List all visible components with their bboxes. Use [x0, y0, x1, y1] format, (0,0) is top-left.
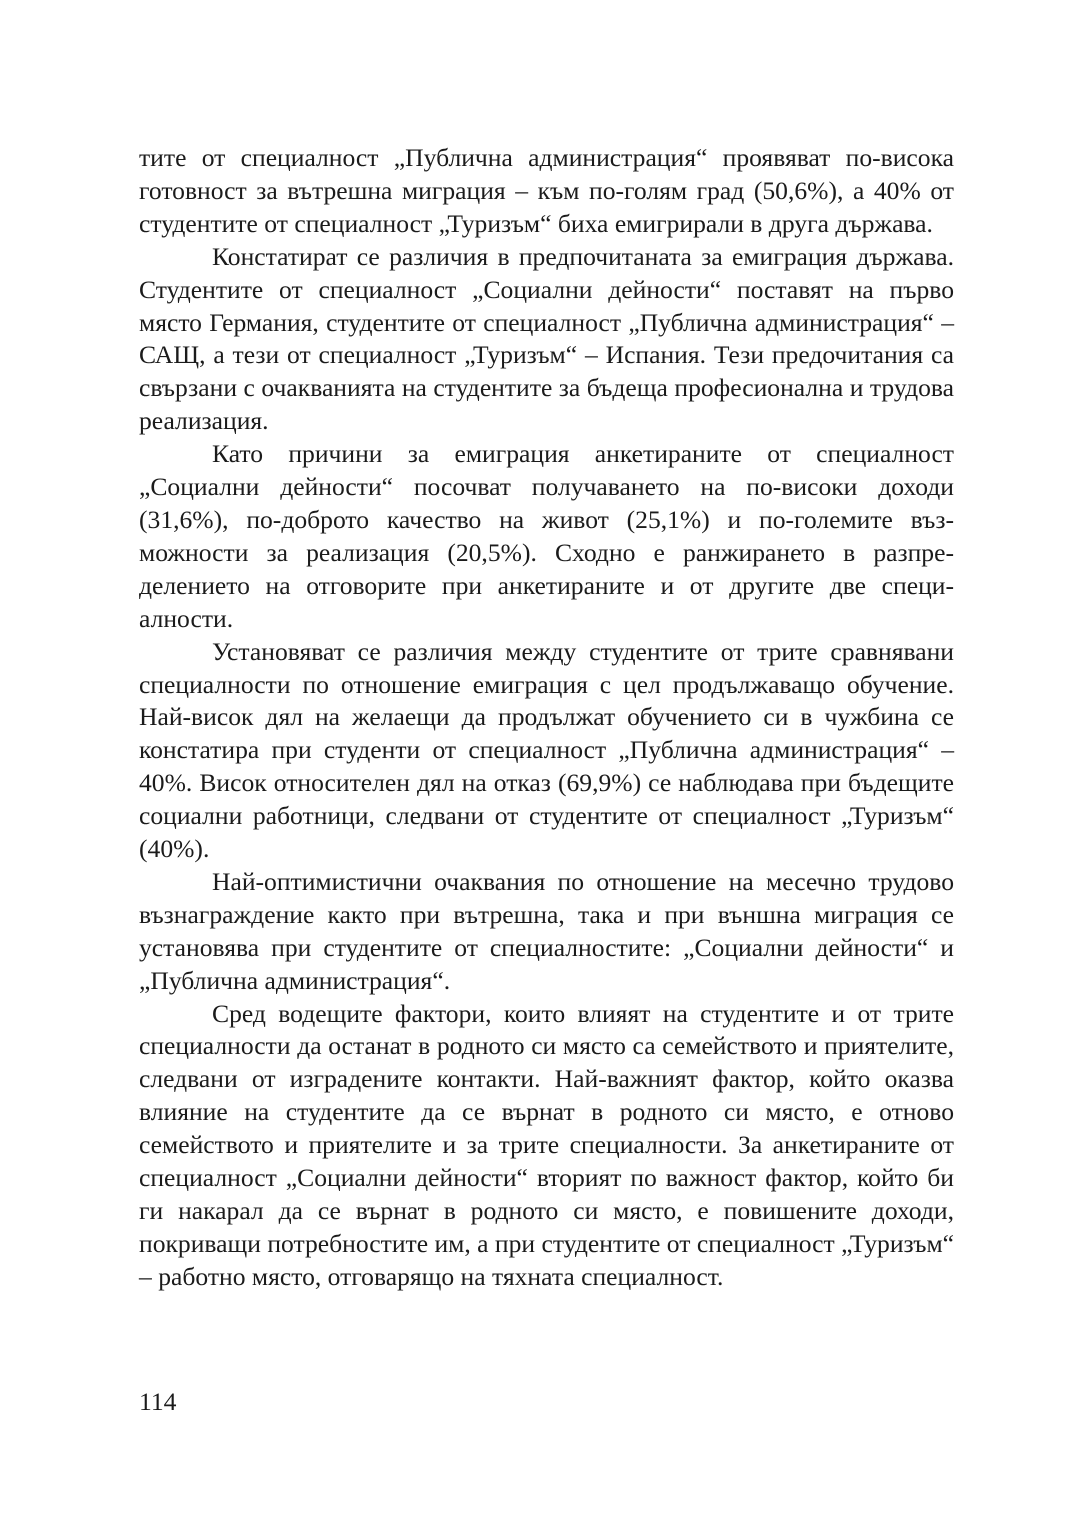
- paragraph-destination-preferences: Констатират се различия в предпочитаната за емиграция държава. Студентите от специалност „Социални дейности“ поставят на първо място Германия, студентите от специалност „Публична администрация“ – САЩ, а тези от специалност „Туризъм“ – Испания. Тези предочитания са свързани с очакванията на студентите за бъдеща професионална и трудова реализация.: [139, 241, 954, 436]
- paragraph-salary-expectations: Най-оптимистични очаквания по отношение на месечно трудово възнаграждение както при вътрешна, така и при външна миграция се установява при студентите от специалностите: „Социални дейности“ и „Публична администрация“.: [139, 866, 954, 995]
- body-text: [139, 142, 954, 1294]
- paragraph-leading-factors: Сред водещите фактори, които влияят на студентите и от трите специалности да останат в родното си място са семейството и приятелите, следвани от изградените контакти. Най-важният фактор, който оказва влияние на студентите да се върнат в родното си място, е отново семейството и приятелите и за трите специалности. За анкетираните от специалност „Социални дейности“ вторият по важност фактор, който би ги накарал да се върнат в родното си място, е повишените доходи, покриващи потребностите им, а при студентите от специалност „Туризъм“ – работно място, отговарящо на тяхната специалност.: [139, 998, 954, 1291]
- paragraph-continued: тите от специалност „Публична администрация“ проявяват по-висока готовност за вътрешна миграция – към по-голям град (50,6%), а 40% от студентите от специалност „Туризъм“ биха емигрирали в друга държава.: [139, 143, 954, 238]
- page-number: 114: [139, 1387, 177, 1416]
- paragraph-emigration-reasons: Като причини за емиграция анкетираните от специалност „Социални дейности“ посочват получаването на по-високи доходи (31,6%), по-доброто качество на живот (25,1%) и по-големите възможности за реализация (20,5%). Сходно е ранжирането в разпределението на отговорите при анкетираните и от другите две специалности.: [139, 439, 954, 633]
- paragraph-continuing-education: Установяват се различия между студентите от трите сравнявани специалности по отношение емиграция с цел продължаващо обучение. Най-висок дял на желаещи да продължат обучението си в чужбина се констатира при студенти от специалност „Публична администрация“ – 40%. Висок относителен дял на отказ (69,9%) се наблюдава при бъдещите социални работници, следвани от студентите от специалност „Туризъм“ (40%).: [139, 636, 954, 864]
